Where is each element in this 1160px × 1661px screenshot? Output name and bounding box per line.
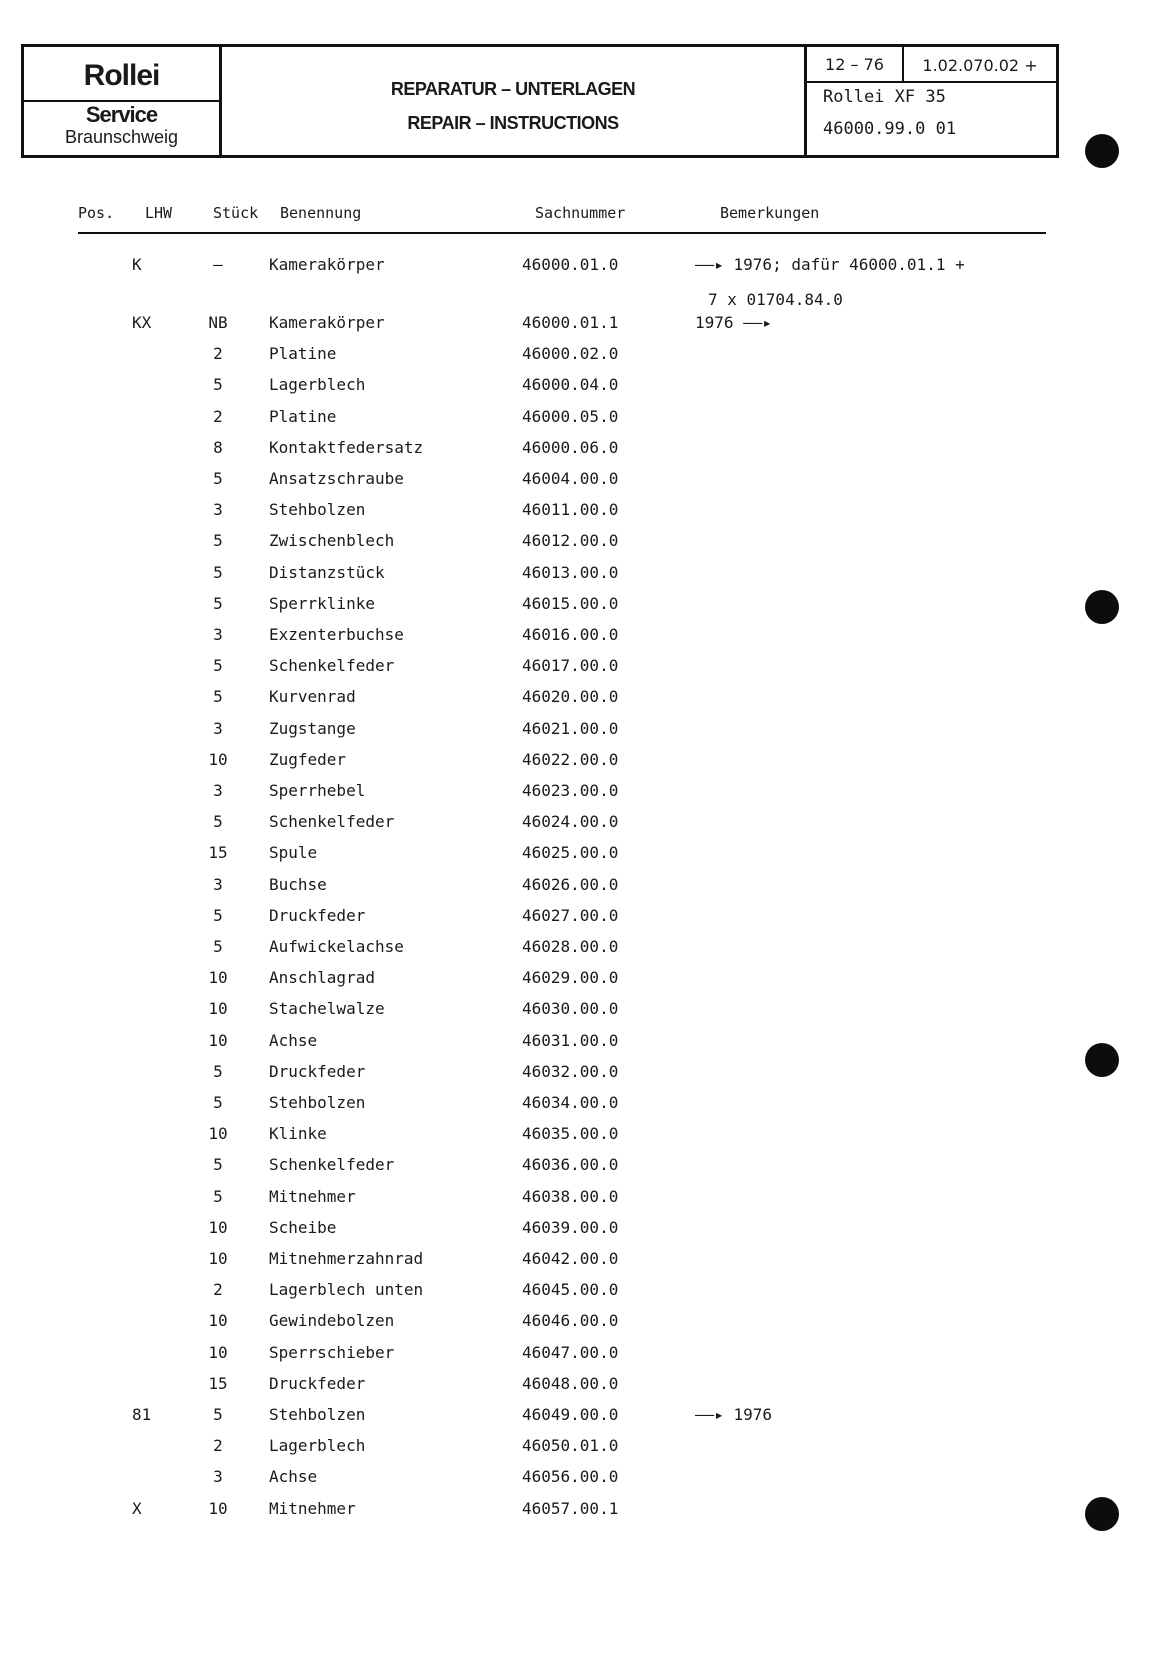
part-name-cell: Anschlagrad [269, 968, 375, 988]
city-label: Braunschweig [64, 127, 179, 147]
part-name-cell: Schenkelfeder [269, 656, 395, 676]
document-header [21, 44, 1059, 158]
part-name-cell: Druckfeder [269, 1061, 366, 1081]
table-row [0, 1343, 1160, 1373]
document-code: 1.02.070.02 + [922, 56, 1038, 75]
part-name-cell: Distanzstück [269, 562, 385, 582]
quantity-cell: 2 [213, 1280, 223, 1300]
part-name-cell: Platine [269, 344, 337, 364]
column-header-number: Sachnummer [535, 204, 626, 222]
part-name-cell: Ansatzschraube [269, 469, 404, 488]
quantity-cell: 15 [208, 1373, 228, 1393]
quantity-cell: – [213, 255, 223, 274]
quantity-cell: 10 [208, 1498, 228, 1518]
quantity-cell: 10 [208, 749, 228, 769]
quantity-cell: 10 [208, 1124, 228, 1144]
table-row [0, 438, 1160, 468]
part-name-cell: Zugfeder [269, 749, 347, 769]
table-row [0, 1093, 1160, 1123]
part-name-cell: Lagerblech [269, 375, 366, 395]
part-number-cell: 46000.01.0 [522, 255, 619, 274]
table-row [0, 563, 1160, 593]
quantity-cell: 5 [213, 905, 223, 925]
part-number-cell: 46017.00.0 [522, 656, 619, 676]
quantity-cell: 5 [213, 1093, 223, 1112]
punch-hole-1 [1085, 134, 1119, 168]
part-number-cell: 46013.00.0 [522, 562, 619, 582]
table-row [0, 1249, 1160, 1279]
table-row [0, 1467, 1160, 1497]
service-label: Service [85, 102, 158, 127]
lhw-cell: 81 [132, 1405, 152, 1424]
quantity-cell: 10 [208, 999, 228, 1019]
column-header-name: Benennung [280, 204, 362, 222]
table-row [0, 781, 1160, 811]
quantity-cell: 3 [213, 625, 223, 644]
table-row [0, 1218, 1160, 1248]
remark-cell: 1976 ——▸ [695, 313, 773, 332]
quantity-cell: 3 [213, 1467, 223, 1487]
part-number-cell: 46012.00.0 [522, 531, 619, 551]
part-number-cell: 46032.00.0 [522, 1061, 619, 1081]
table-row [0, 1280, 1160, 1310]
part-name-cell: Stachelwalze [269, 999, 385, 1019]
title-english: REPAIR – INSTRUCTIONS [407, 113, 619, 133]
quantity-cell: 3 [213, 781, 223, 800]
part-number-cell: 46000.04.0 [522, 375, 619, 395]
quantity-cell: 10 [208, 1217, 228, 1237]
part-name-cell: Schenkelfeder [269, 1155, 395, 1175]
part-name-cell: Kurvenrad [269, 687, 356, 707]
part-number-cell: 46038.00.0 [522, 1186, 619, 1206]
table-row [0, 656, 1160, 686]
table-row [0, 313, 1160, 343]
part-number-cell: 46034.00.0 [522, 1093, 619, 1112]
table-row [0, 407, 1160, 437]
table-row [0, 843, 1160, 873]
column-header-qty: Stück [213, 204, 259, 222]
quantity-cell: 8 [213, 437, 223, 457]
table-row [0, 594, 1160, 624]
part-name-cell: Kontaktfedersatz [269, 437, 424, 457]
quantity-cell: 10 [208, 1249, 228, 1268]
part-number-cell: 46049.00.0 [522, 1405, 619, 1424]
part-name-cell: Schenkelfeder [269, 812, 395, 832]
part-name-cell: Achse [269, 1467, 318, 1487]
part-number-cell: 46048.00.0 [522, 1373, 619, 1393]
table-row [0, 1436, 1160, 1466]
quantity-cell: 5 [213, 593, 223, 613]
part-number-cell: 46045.00.0 [522, 1280, 619, 1300]
part-name-cell: Mitnehmerzahnrad [269, 1249, 424, 1268]
quantity-cell: 2 [213, 1436, 223, 1456]
table-row [0, 1405, 1160, 1435]
part-name-cell: Spule [269, 843, 318, 863]
quantity-cell: 3 [213, 500, 223, 520]
part-number-cell: 46000.01.1 [522, 313, 619, 332]
quantity-cell: 10 [208, 1311, 228, 1331]
part-number-cell: 46027.00.0 [522, 905, 619, 925]
part-name-cell: Sperrhebel [269, 781, 366, 800]
part-number-cell: 46025.00.0 [522, 843, 619, 863]
part-name-cell: Klinke [269, 1124, 327, 1144]
table-row [0, 344, 1160, 374]
table-row [0, 999, 1160, 1029]
quantity-cell: 10 [208, 1030, 228, 1050]
quantity-cell: 3 [213, 874, 223, 894]
lhw-cell: KX [132, 313, 152, 332]
part-number-cell: 46023.00.0 [522, 781, 619, 800]
quantity-cell: NB [208, 313, 228, 332]
quantity-cell: 5 [213, 1405, 223, 1424]
quantity-cell: 5 [213, 531, 223, 551]
table-row [0, 937, 1160, 967]
part-number-cell: 46047.00.0 [522, 1342, 619, 1362]
part-name-cell: Buchse [269, 874, 327, 894]
quantity-cell: 5 [213, 1155, 223, 1175]
part-name-cell: Achse [269, 1030, 318, 1050]
part-name-cell: Stehbolzen [269, 500, 366, 520]
part-number-cell: 46020.00.0 [522, 687, 619, 707]
quantity-cell: 5 [213, 469, 223, 488]
part-number-cell: 46004.00.0 [522, 469, 619, 488]
part-number-cell: 46057.00.1 [522, 1498, 619, 1518]
quantity-cell: 3 [213, 718, 223, 738]
table-row [0, 500, 1160, 530]
quantity-cell: 2 [213, 344, 223, 364]
part-number-cell: 46029.00.0 [522, 968, 619, 988]
part-name-cell: Kamerakörper [269, 255, 385, 274]
part-number-cell: 46056.00.0 [522, 1467, 619, 1487]
part-number-cell: 46046.00.0 [522, 1311, 619, 1331]
remark-continuation: 7 x 01704.84.0 [708, 290, 843, 309]
part-name-cell: Zwischenblech [269, 531, 395, 551]
part-name-cell: Stehbolzen [269, 1405, 366, 1424]
remark-cell: ——▸ 1976 [695, 1405, 773, 1424]
part-number-cell: 46050.01.0 [522, 1436, 619, 1456]
part-name-cell: Sperrklinke [269, 593, 375, 613]
table-row [0, 375, 1160, 405]
table-row [0, 719, 1160, 749]
document-number: 46000.99.0 01 [823, 119, 957, 139]
issue-date: 12 – 76 [807, 47, 904, 81]
table-row [0, 812, 1160, 842]
part-name-cell: Scheibe [269, 1217, 337, 1237]
quantity-cell: 5 [213, 656, 223, 676]
table-row [0, 469, 1160, 499]
table-row [0, 1374, 1160, 1404]
part-name-cell: Exzenterbuchse [269, 625, 404, 644]
table-row [0, 1062, 1160, 1092]
title-block [222, 47, 807, 155]
part-number-cell: 46028.00.0 [522, 937, 619, 956]
camera-model: Rollei XF 35 [823, 87, 946, 107]
part-number-cell: 46000.02.0 [522, 344, 619, 364]
table-row [0, 531, 1160, 561]
column-header-remarks: Bemerkungen [720, 204, 820, 222]
part-number-cell: 46026.00.0 [522, 874, 619, 894]
quantity-cell: 5 [213, 562, 223, 582]
part-number-cell: 46000.05.0 [522, 406, 619, 426]
table-row [0, 1499, 1160, 1529]
part-name-cell: Aufwickelachse [269, 937, 404, 956]
quantity-cell: 5 [213, 375, 223, 395]
quantity-cell: 2 [213, 406, 223, 426]
part-name-cell: Lagerblech [269, 1436, 366, 1456]
quantity-cell: 10 [208, 1342, 228, 1362]
column-header-lhw: LHW [145, 204, 173, 222]
part-name-cell: Zugstange [269, 718, 356, 738]
part-name-cell: Kamerakörper [269, 313, 385, 332]
table-row [0, 687, 1160, 717]
column-header-pos: Pos. [78, 204, 115, 222]
info-top-row [807, 47, 1056, 83]
part-name-cell: Lagerblech unten [269, 1280, 424, 1300]
table-row [0, 625, 1160, 655]
brand-logo: Rollei [24, 47, 219, 102]
part-number-cell: 46000.06.0 [522, 437, 619, 457]
table-row [0, 1187, 1160, 1217]
part-number-cell: 46024.00.0 [522, 812, 619, 832]
table-row [0, 1124, 1160, 1154]
table-row [0, 255, 1160, 285]
part-number-cell: 46035.00.0 [522, 1124, 619, 1144]
title-german: REPARATUR – UNTERLAGEN [390, 79, 636, 99]
table-row [0, 1031, 1160, 1061]
quantity-cell: 5 [213, 1186, 223, 1206]
part-name-cell: Mitnehmer [269, 1186, 356, 1206]
part-number-cell: 46015.00.0 [522, 593, 619, 613]
table-row [0, 875, 1160, 905]
part-name-cell: Sperrschieber [269, 1342, 395, 1362]
quantity-cell: 5 [213, 687, 223, 707]
quantity-cell: 5 [213, 937, 223, 956]
quantity-cell: 5 [213, 1061, 223, 1081]
part-name-cell: Gewindebolzen [269, 1311, 395, 1331]
table-row [0, 906, 1160, 936]
lhw-cell: X [132, 1498, 142, 1518]
part-number-cell: 46036.00.0 [522, 1155, 619, 1175]
part-number-cell: 46039.00.0 [522, 1217, 619, 1237]
part-number-cell: 46016.00.0 [522, 625, 619, 644]
header-divider [78, 232, 1046, 234]
part-number-cell: 46031.00.0 [522, 1030, 619, 1050]
part-name-cell: Mitnehmer [269, 1498, 356, 1518]
table-row [0, 750, 1160, 780]
part-number-cell: 46021.00.0 [522, 718, 619, 738]
table-row [0, 968, 1160, 998]
logo-block [24, 47, 222, 155]
remark-cell: ——▸ 1976; dafür 46000.01.1 + [695, 255, 965, 274]
part-name-cell: Platine [269, 406, 337, 426]
part-number-cell: 46022.00.0 [522, 749, 619, 769]
part-name-cell: Stehbolzen [269, 1093, 366, 1112]
part-number-cell: 46042.00.0 [522, 1249, 619, 1268]
part-name-cell: Druckfeder [269, 905, 366, 925]
part-name-cell: Druckfeder [269, 1373, 366, 1393]
part-number-cell: 46011.00.0 [522, 500, 619, 520]
lhw-cell: K [132, 255, 142, 274]
info-block [807, 47, 1056, 155]
part-number-cell: 46030.00.0 [522, 999, 619, 1019]
quantity-cell: 15 [208, 843, 228, 863]
table-row [0, 1155, 1160, 1185]
table-row [0, 1311, 1160, 1341]
quantity-cell: 10 [208, 968, 228, 988]
quantity-cell: 5 [213, 812, 223, 832]
